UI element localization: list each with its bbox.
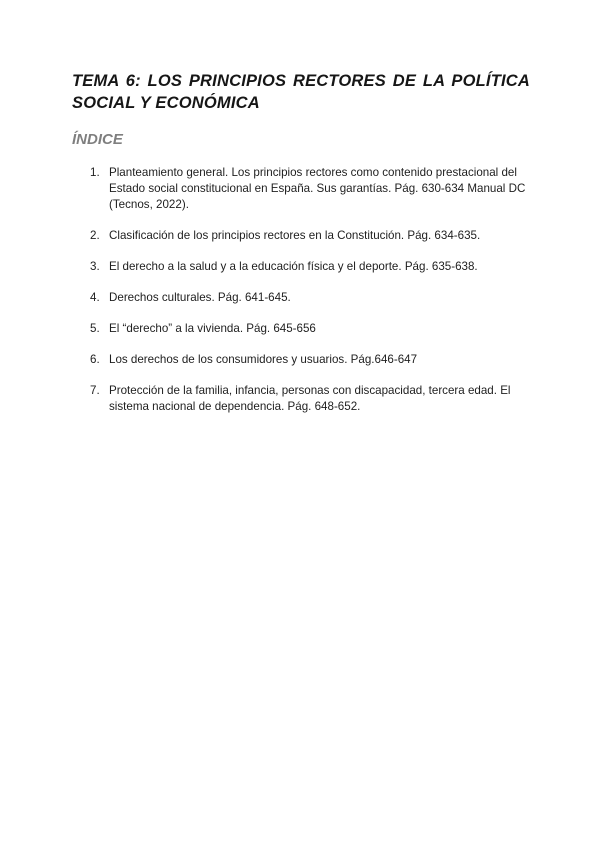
- toc-item: [90, 321, 530, 337]
- toc-item-number: 6.: [90, 353, 100, 366]
- toc-item: [90, 352, 530, 368]
- index-heading: ÍNDICE: [72, 131, 123, 148]
- toc-item: [90, 383, 530, 415]
- toc-item: [90, 290, 530, 306]
- toc-item-text: Protección de la familia, infancia, personas con discapacidad, tercera edad. El sistema nacional de dependencia. Pág. 648-652.: [109, 384, 511, 413]
- document-title: TEMA 6: LOS PRINCIPIOS RECTORES DE LA POLÍTICA SOCIAL Y ECONÓMICA: [72, 72, 530, 112]
- toc-item: [90, 228, 530, 244]
- toc-item-text: Derechos culturales. Pág. 641-645.: [109, 291, 291, 304]
- toc-item-text: El derecho a la salud y a la educación física y el deporte. Pág. 635-638.: [109, 260, 478, 273]
- toc-item-number: 7.: [90, 384, 100, 397]
- toc-item-number: 3.: [90, 260, 100, 273]
- table-of-contents: [90, 165, 530, 430]
- toc-item: [90, 259, 530, 275]
- toc-item-number: 2.: [90, 229, 100, 242]
- toc-item-text: El “derecho” a la vivienda. Pág. 645-656: [109, 322, 316, 335]
- toc-item-number: 1.: [90, 166, 100, 179]
- toc-item-text: Los derechos de los consumidores y usuarios. Pág.646-647: [109, 353, 418, 366]
- toc-item-text: Clasificación de los principios rectores en la Constitución. Pág. 634-635.: [109, 229, 481, 242]
- toc-item-text: Planteamiento general. Los principios rectores como contenido prestacional del Estado social constitucional en España. Sus garantías. Pág. 630-634 Manual DC (Tecnos, 2022).: [109, 166, 526, 211]
- toc-item-number: 5.: [90, 322, 100, 335]
- toc-item: [90, 165, 530, 213]
- toc-item-number: 4.: [90, 291, 100, 304]
